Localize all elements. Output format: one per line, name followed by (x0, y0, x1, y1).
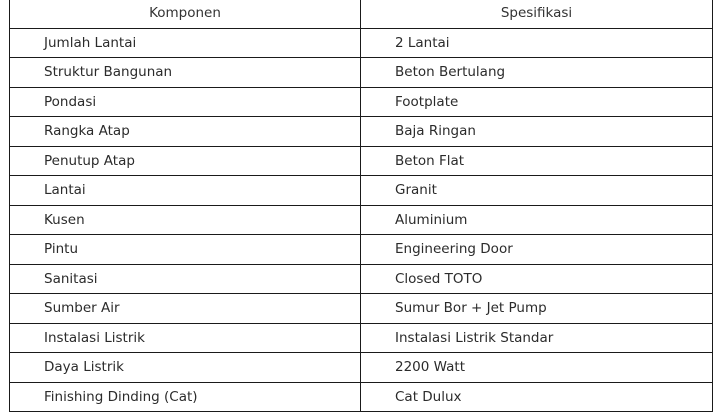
komponen-cell: Pondasi (10, 87, 361, 117)
table-row (10, 235, 713, 265)
komponen-cell: Instalasi Listrik (10, 323, 361, 353)
komponen-cell: Penutup Atap (10, 146, 361, 176)
specification-table (9, 0, 713, 412)
spesifikasi-cell: 2200 Watt (361, 353, 713, 383)
table-row (10, 353, 713, 383)
table-row (10, 28, 713, 58)
table-row (10, 146, 713, 176)
spesifikasi-cell: Granit (361, 176, 713, 206)
komponen-cell: Sanitasi (10, 264, 361, 294)
table-row (10, 323, 713, 353)
spesifikasi-cell: Cat Dulux (361, 382, 713, 412)
spesifikasi-cell: Instalasi Listrik Standar (361, 323, 713, 353)
spesifikasi-cell: Footplate (361, 87, 713, 117)
header-spesifikasi: Spesifikasi (361, 0, 713, 28)
komponen-cell: Sumber Air (10, 294, 361, 324)
table-row (10, 205, 713, 235)
spesifikasi-cell: Aluminium (361, 205, 713, 235)
table-row (10, 264, 713, 294)
komponen-cell: Struktur Bangunan (10, 58, 361, 88)
table-row (10, 382, 713, 412)
spesifikasi-cell: Beton Bertulang (361, 58, 713, 88)
table-row (10, 87, 713, 117)
table-row (10, 294, 713, 324)
komponen-cell: Kusen (10, 205, 361, 235)
header-row (10, 0, 713, 28)
komponen-cell: Pintu (10, 235, 361, 265)
table-row (10, 117, 713, 147)
table-row (10, 176, 713, 206)
komponen-cell: Finishing Dinding (Cat) (10, 382, 361, 412)
komponen-cell: Jumlah Lantai (10, 28, 361, 58)
komponen-cell: Lantai (10, 176, 361, 206)
spesifikasi-cell: Beton Flat (361, 146, 713, 176)
spesifikasi-cell: Baja Ringan (361, 117, 713, 147)
spesifikasi-cell: Engineering Door (361, 235, 713, 265)
table-body (10, 28, 713, 412)
spesifikasi-cell: Closed TOTO (361, 264, 713, 294)
spesifikasi-cell: Sumur Bor + Jet Pump (361, 294, 713, 324)
komponen-cell: Rangka Atap (10, 117, 361, 147)
komponen-cell: Daya Listrik (10, 353, 361, 383)
table-row (10, 58, 713, 88)
header-komponen: Komponen (10, 0, 361, 28)
spesifikasi-cell: 2 Lantai (361, 28, 713, 58)
